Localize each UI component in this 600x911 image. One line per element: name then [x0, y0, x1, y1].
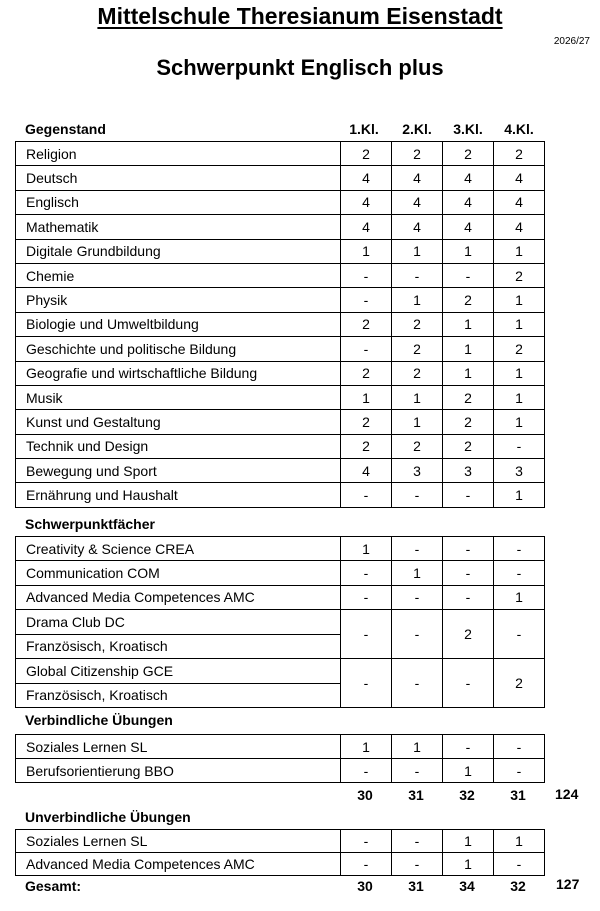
section-title-optional: Unverbindliche Übungen — [25, 809, 191, 825]
hours-class-4: 1 — [494, 288, 545, 312]
subject-name: Geografie und wirtschaftliche Bildung — [16, 361, 341, 385]
hours-class-4: - — [494, 610, 545, 659]
subtotal-class-1: 30 — [357, 787, 373, 803]
subject-languages: Französisch, Kroatisch — [16, 634, 341, 659]
subject-name: Geschichte und politische Bildung — [16, 337, 341, 361]
hours-class-3: 2 — [443, 610, 494, 659]
table-row — [16, 434, 545, 458]
hours-class-4: - — [494, 853, 545, 876]
header-class-2: 2.Kl. — [402, 121, 432, 137]
hours-class-3: - — [443, 537, 494, 561]
hours-class-2: 4 — [392, 215, 443, 239]
hours-class-2: - — [392, 759, 443, 783]
hours-class-2: 3 — [392, 459, 443, 483]
mandatory-table — [15, 734, 545, 783]
hours-class-4: - — [494, 537, 545, 561]
subtotal-class-2: 31 — [408, 787, 424, 803]
hours-class-3: 4 — [443, 215, 494, 239]
table-row — [16, 483, 545, 507]
hours-class-3: - — [443, 585, 494, 609]
subject-name: Deutsch — [16, 166, 341, 190]
table-row — [16, 239, 545, 263]
table-row — [16, 735, 545, 759]
hours-class-1: 2 — [341, 312, 392, 336]
hours-class-3: - — [443, 483, 494, 507]
header-subject: Gegenstand — [25, 121, 106, 137]
hours-class-2: 1 — [392, 410, 443, 434]
subject-name: Mathematik — [16, 215, 341, 239]
total-class-1: 30 — [357, 878, 373, 894]
hours-class-3: - — [443, 561, 494, 585]
section-title-focus: Schwerpunktfächer — [25, 516, 155, 532]
hours-class-1: - — [341, 337, 392, 361]
hours-class-3: - — [443, 659, 494, 708]
hours-class-4: 2 — [494, 337, 545, 361]
hours-class-3: 4 — [443, 190, 494, 214]
hours-class-1: - — [341, 659, 392, 708]
table-row — [16, 142, 545, 166]
hours-class-2: - — [392, 610, 443, 659]
optional-table — [15, 829, 545, 876]
table-row — [16, 312, 545, 336]
header-class-1: 1.Kl. — [349, 121, 379, 137]
hours-class-4: - — [494, 561, 545, 585]
school-year: 2026/27 — [553, 36, 590, 47]
hours-class-3: 1 — [443, 361, 494, 385]
hours-class-4: 2 — [494, 659, 545, 708]
hours-class-3: 2 — [443, 142, 494, 166]
subject-name: Musik — [16, 385, 341, 409]
table-row — [16, 585, 545, 609]
hours-class-3: 1 — [443, 830, 494, 853]
table-row — [16, 190, 545, 214]
hours-class-4: 3 — [494, 459, 545, 483]
page-subtitle: Schwerpunkt Englisch plus — [156, 55, 444, 80]
subject-name: Advanced Media Competences AMC — [16, 853, 341, 876]
subtotal-class-3: 32 — [459, 787, 475, 803]
hours-class-2: 4 — [392, 166, 443, 190]
subtotal-sum: 124 — [555, 786, 579, 802]
hours-class-1: - — [341, 585, 392, 609]
hours-class-1: - — [341, 483, 392, 507]
hours-class-1: - — [341, 830, 392, 853]
hours-class-4: 4 — [494, 166, 545, 190]
subject-name: Ernährung und Haushalt — [16, 483, 341, 507]
hours-class-3: 1 — [443, 312, 494, 336]
focus-table — [15, 536, 545, 708]
hours-class-4: 1 — [494, 410, 545, 434]
hours-class-2: 1 — [392, 239, 443, 263]
hours-class-2: 2 — [392, 337, 443, 361]
hours-class-4: 1 — [494, 585, 545, 609]
table-row — [16, 166, 545, 190]
hours-class-4: - — [494, 735, 545, 759]
subject-name: Technik und Design — [16, 434, 341, 458]
hours-class-1: 1 — [341, 239, 392, 263]
total-class-4: 32 — [510, 878, 526, 894]
subject-languages: Französisch, Kroatisch — [16, 683, 341, 708]
hours-class-3: - — [443, 735, 494, 759]
hours-class-2: 2 — [392, 361, 443, 385]
total-sum: 127 — [556, 876, 580, 892]
subject-name: Advanced Media Competences AMC — [16, 585, 341, 609]
hours-class-3: 4 — [443, 166, 494, 190]
subject-name: Soziales Lernen SL — [16, 735, 341, 759]
subject-name: Biologie und Umweltbildung — [16, 312, 341, 336]
hours-class-3: 2 — [443, 385, 494, 409]
hours-class-4: 1 — [494, 239, 545, 263]
hours-class-4: 1 — [494, 312, 545, 336]
hours-class-3: 2 — [443, 434, 494, 458]
school-title: Mittelschule Theresianum Eisenstadt — [97, 3, 503, 29]
total-label: Gesamt: — [25, 878, 82, 894]
hours-class-1: 1 — [341, 537, 392, 561]
subject-name: Global Citizenship GCE — [16, 659, 341, 684]
hours-class-4: 2 — [494, 142, 545, 166]
hours-class-1: 4 — [341, 459, 392, 483]
hours-class-1: - — [341, 561, 392, 585]
hours-class-1: 4 — [341, 166, 392, 190]
table-row — [16, 361, 545, 385]
hours-class-3: 1 — [443, 337, 494, 361]
hours-class-2: - — [392, 659, 443, 708]
hours-class-2: - — [392, 537, 443, 561]
table-row — [16, 759, 545, 783]
hours-class-4: - — [494, 759, 545, 783]
table-row — [16, 263, 545, 287]
table-row — [16, 659, 545, 684]
hours-class-3: 3 — [443, 459, 494, 483]
hours-class-1: - — [341, 263, 392, 287]
hours-class-2: 1 — [392, 385, 443, 409]
table-row — [16, 853, 545, 876]
hours-class-2: - — [392, 483, 443, 507]
subject-name: Bewegung und Sport — [16, 459, 341, 483]
subject-name: Physik — [16, 288, 341, 312]
header-class-3: 3.Kl. — [453, 121, 483, 137]
table-row — [16, 830, 545, 853]
table-row — [16, 385, 545, 409]
header-class-4: 4.Kl. — [504, 121, 534, 137]
subject-name: Religion — [16, 142, 341, 166]
hours-class-4: 1 — [494, 361, 545, 385]
subject-name: Chemie — [16, 263, 341, 287]
hours-class-1: - — [341, 610, 392, 659]
subject-name: Creativity & Science CREA — [16, 537, 341, 561]
subject-name: Communication COM — [16, 561, 341, 585]
hours-class-2: 1 — [392, 288, 443, 312]
hours-class-1: 1 — [341, 385, 392, 409]
hours-class-3: - — [443, 263, 494, 287]
hours-class-1: 2 — [341, 410, 392, 434]
subject-name: Englisch — [16, 190, 341, 214]
hours-class-2: 2 — [392, 312, 443, 336]
table-row — [16, 610, 545, 635]
table-row — [16, 459, 545, 483]
hours-class-1: 2 — [341, 142, 392, 166]
hours-class-4: 4 — [494, 190, 545, 214]
table-row — [16, 215, 545, 239]
hours-class-2: - — [392, 830, 443, 853]
hours-class-2: - — [392, 263, 443, 287]
total-class-3: 34 — [459, 878, 475, 894]
hours-class-4: 1 — [494, 483, 545, 507]
hours-class-1: 4 — [341, 190, 392, 214]
subject-name: Berufsorientierung BBO — [16, 759, 341, 783]
subject-name: Drama Club DC — [16, 610, 341, 635]
hours-class-3: 1 — [443, 239, 494, 263]
hours-class-1: - — [341, 288, 392, 312]
total-class-2: 31 — [408, 878, 424, 894]
hours-class-2: 1 — [392, 735, 443, 759]
table-row — [16, 288, 545, 312]
hours-class-2: - — [392, 585, 443, 609]
hours-class-3: 1 — [443, 853, 494, 876]
hours-class-1: 2 — [341, 361, 392, 385]
hours-class-1: 1 — [341, 735, 392, 759]
hours-class-1: 4 — [341, 215, 392, 239]
hours-class-4: 1 — [494, 830, 545, 853]
table-row — [16, 561, 545, 585]
hours-class-4: 4 — [494, 215, 545, 239]
table-row — [16, 410, 545, 434]
hours-class-3: 2 — [443, 410, 494, 434]
subtotal-class-4: 31 — [510, 787, 526, 803]
subject-name: Soziales Lernen SL — [16, 830, 341, 853]
hours-class-4: 1 — [494, 385, 545, 409]
hours-class-1: 2 — [341, 434, 392, 458]
hours-class-2: 2 — [392, 142, 443, 166]
subject-name: Digitale Grundbildung — [16, 239, 341, 263]
subjects-table — [15, 141, 545, 508]
hours-class-2: 1 — [392, 561, 443, 585]
hours-class-3: 2 — [443, 288, 494, 312]
table-row — [16, 537, 545, 561]
hours-class-2: - — [392, 853, 443, 876]
subject-name: Kunst und Gestaltung — [16, 410, 341, 434]
hours-class-1: - — [341, 853, 392, 876]
hours-class-4: - — [494, 434, 545, 458]
section-title-mandatory: Verbindliche Übungen — [25, 712, 173, 728]
hours-class-1: - — [341, 759, 392, 783]
hours-class-2: 2 — [392, 434, 443, 458]
hours-class-4: 2 — [494, 263, 545, 287]
hours-class-3: 1 — [443, 759, 494, 783]
table-row — [16, 337, 545, 361]
hours-class-2: 4 — [392, 190, 443, 214]
